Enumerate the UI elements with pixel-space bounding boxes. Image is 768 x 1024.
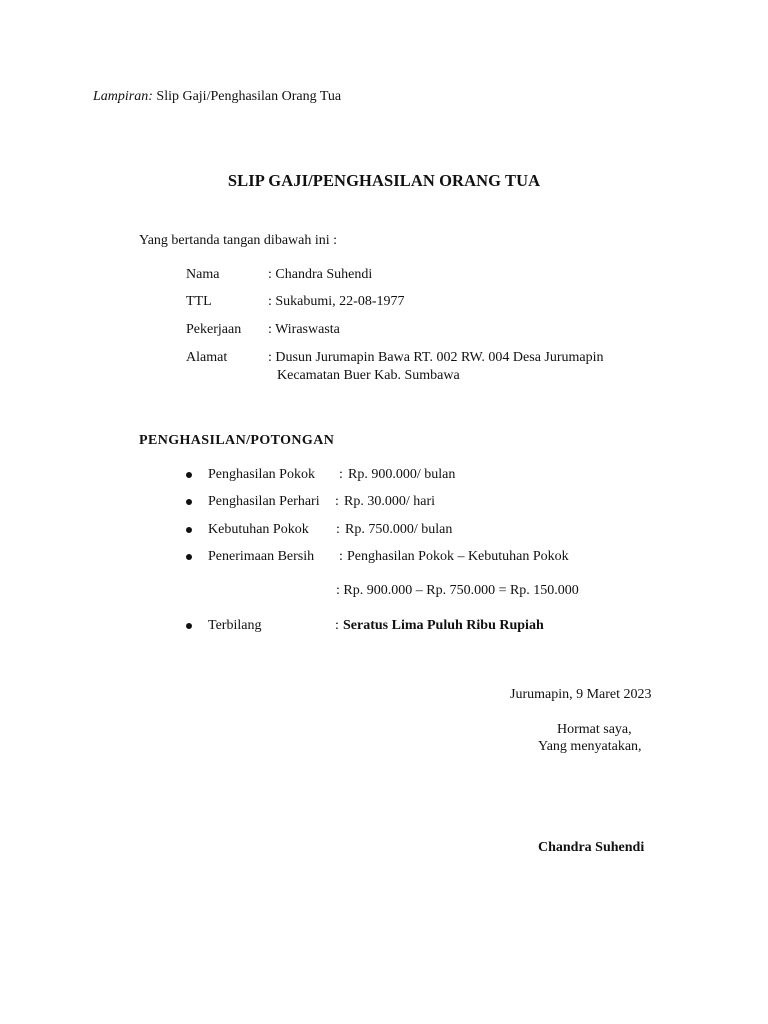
income-separator-daily: : — [335, 494, 339, 509]
income-label-net: Penerimaan Bersih — [208, 549, 315, 564]
place-date: Jurumapin, 9 Maret 2023 — [510, 687, 652, 702]
bullet-icon — [186, 472, 192, 478]
income-value-daily: Rp. 30.000/ hari — [344, 494, 435, 509]
income-value-net: Penghasilan Pokok – Kebutuhan Pokok — [347, 549, 569, 564]
signer-name: Chandra Suhendi — [538, 840, 645, 855]
income-label-base: Penghasilan Pokok — [208, 467, 315, 482]
field-value-name: : Chandra Suhendi — [268, 267, 373, 282]
bullet-icon — [186, 554, 192, 560]
income-label-words: Terbilang — [208, 618, 262, 633]
net-calculation: : Rp. 900.000 – Rp. 750.000 = Rp. 150.000 — [336, 583, 579, 598]
field-label-birth: TTL — [186, 294, 212, 309]
closing-line-1: Hormat saya, — [557, 722, 632, 737]
bullet-icon — [186, 499, 192, 505]
field-value-occupation: : Wiraswasta — [268, 322, 340, 337]
income-value-base: Rp. 900.000/ bulan — [348, 467, 456, 482]
section-heading: PENGHASILAN/POTONGAN — [139, 433, 335, 448]
income-separator-needs: : — [336, 522, 340, 537]
field-label-occupation: Pekerjaan — [186, 322, 242, 337]
income-separator-words: : — [335, 618, 339, 633]
field-value-address-line2: Kecamatan Buer Kab. Sumbawa — [277, 368, 460, 383]
income-separator-base: : — [339, 467, 343, 482]
income-label-daily: Penghasilan Perhari — [208, 494, 320, 509]
bullet-icon — [186, 623, 192, 629]
income-value-needs: Rp. 750.000/ bulan — [345, 522, 453, 537]
document-title: SLIP GAJI/PENGHASILAN ORANG TUA — [227, 171, 541, 190]
field-label-name: Nama — [186, 267, 220, 282]
income-label-needs: Kebutuhan Pokok — [208, 522, 309, 537]
field-label-address: Alamat — [186, 350, 228, 365]
bullet-icon — [186, 527, 192, 533]
attachment-label: Lampiran: — [93, 89, 153, 104]
intro-text: Yang bertanda tangan dibawah ini : — [139, 233, 338, 248]
attachment-note — [93, 88, 341, 106]
field-value-birth: : Sukabumi, 22-08-1977 — [268, 294, 405, 309]
amount-in-words: Seratus Lima Puluh Ribu Rupiah — [343, 618, 544, 633]
field-value-address: : Dusun Jurumapin Bawa RT. 002 RW. 004 Desa Jurumapin — [268, 350, 604, 365]
closing-line-2: Yang menyatakan, — [538, 739, 642, 754]
income-separator-net: : — [339, 549, 343, 564]
attachment-text: Slip Gaji/Penghasilan Orang Tua — [156, 89, 342, 104]
